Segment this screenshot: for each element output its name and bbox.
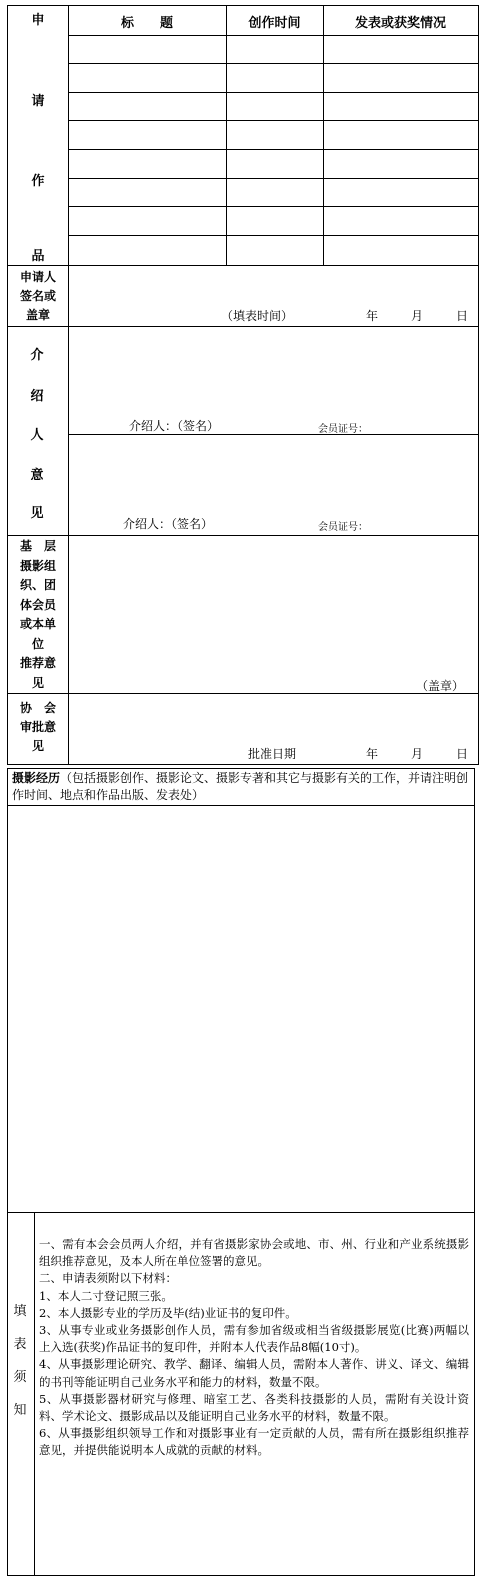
- works-row[interactable]: [69, 236, 478, 265]
- introducer-label-char: 意: [30, 468, 44, 483]
- instructions-text: [39, 1236, 469, 1460]
- seal-label: （盖章）: [416, 679, 465, 693]
- instruction-item: 3、从事专业或业务摄影创作人员，需有参加省级或相当省级摄影展览(比赛)两幅以上入选(获奖)作品证书的复印件，并附本人代表作品8幅(10寸)。: [39, 1323, 469, 1355]
- member-cert-label: 会员证号：: [318, 424, 368, 435]
- column-header-published: 发表或获奖情况: [354, 16, 446, 31]
- instructions-label-char: 表: [13, 1337, 27, 1352]
- member-cert-label: 会员证号：: [318, 522, 368, 533]
- introducer-label-char: 见: [30, 506, 44, 521]
- grassroots-label: 基 层 摄影组 织、团 体会员 或本单 位 推荐意 见: [19, 539, 56, 690]
- works-label-char: 申: [31, 13, 45, 28]
- experience-field[interactable]: [8, 806, 474, 1211]
- applicant-signature-field[interactable]: [69, 266, 478, 306]
- introducer-opinion-field[interactable]: [69, 435, 478, 515]
- approval-date-label: 批准日期: [248, 747, 297, 761]
- day-label: 日: [456, 309, 469, 323]
- works-row[interactable]: [69, 64, 478, 92]
- works-row[interactable]: [69, 179, 478, 206]
- introducer-signature-label: 介绍人：（签名）: [123, 517, 214, 531]
- introducer-label-char: 绍: [30, 389, 44, 404]
- instructions-label-char: 知: [13, 1403, 27, 1418]
- introducer-signature-label: 介绍人：（签名）: [129, 419, 220, 433]
- works-label-char: 请: [31, 94, 45, 109]
- column-header-created: 创作时间: [248, 16, 301, 31]
- instruction-item: 2、本人摄影专业的学历及毕(结)业证书的复印件。: [39, 1305, 297, 1320]
- works-row[interactable]: [69, 121, 478, 149]
- works-row[interactable]: [69, 207, 478, 235]
- introducer-opinion-field[interactable]: [69, 327, 478, 415]
- instruction-item: 二、申请表须附以下材料：: [39, 1271, 177, 1286]
- association-label: 协 会 审批意 见: [19, 701, 56, 753]
- experience-note: （包括摄影创作、摄影论文、摄影专著和其它与摄影有关的工作，并请注明创作时间、地点和作品出版、发表处）: [12, 771, 469, 802]
- instruction-item: 6、从事摄影组织领导工作和对摄影事业有一定贡献的人员，需有所在摄影组织推荐意见，并提供能说明本人成就的贡献的材料。: [39, 1426, 469, 1458]
- instruction-item: 1、本人二寸登记照三张。: [39, 1288, 173, 1303]
- fill-time-label: （填表时间）: [221, 309, 294, 323]
- experience-heading: 摄影经历: [12, 771, 61, 785]
- works-row[interactable]: [69, 36, 478, 63]
- instruction-item: 4、从事摄影理论研究、教学、翻译、编辑人员，需附本人著作、讲义、译文、编辑的书刊等能证明自己业务水平和能力的材料，数量不限。: [39, 1357, 469, 1389]
- introducer-label-char: 人: [30, 428, 44, 443]
- association-approval-field[interactable]: [69, 694, 478, 742]
- instruction-item: 一、需有本会会员两人介绍，并有省摄影家协会或地、市、州、行业和产业系统摄影组织推荐意见，及本人所在单位签署的意见。: [39, 1237, 469, 1269]
- year-label: 年: [366, 309, 379, 323]
- day-label: 日: [456, 747, 469, 761]
- works-row[interactable]: [69, 93, 478, 120]
- applicant-label: 申请人 签名或 盖章: [19, 270, 56, 322]
- instructions-label-char: 须: [13, 1370, 27, 1385]
- introducer-label-char: 介: [30, 348, 44, 363]
- grassroots-opinion-field[interactable]: [69, 536, 478, 676]
- works-label-char: 作: [31, 174, 45, 189]
- month-label: 月: [411, 309, 424, 323]
- column-header-title: 标 题: [120, 16, 173, 31]
- month-label: 月: [411, 747, 424, 761]
- experience-header: [12, 770, 470, 804]
- works-row[interactable]: [69, 150, 478, 178]
- year-label: 年: [366, 747, 379, 761]
- instructions-label-char: 填: [13, 1304, 27, 1319]
- instruction-item: 5、从事摄影器材研究与修理、暗室工艺、各类科技摄影的人员，需附有关设计资料、学术论文、摄影成品以及能证明自己业务水平的材料，数量不限。: [39, 1391, 469, 1424]
- works-label-char: 品: [31, 249, 45, 264]
